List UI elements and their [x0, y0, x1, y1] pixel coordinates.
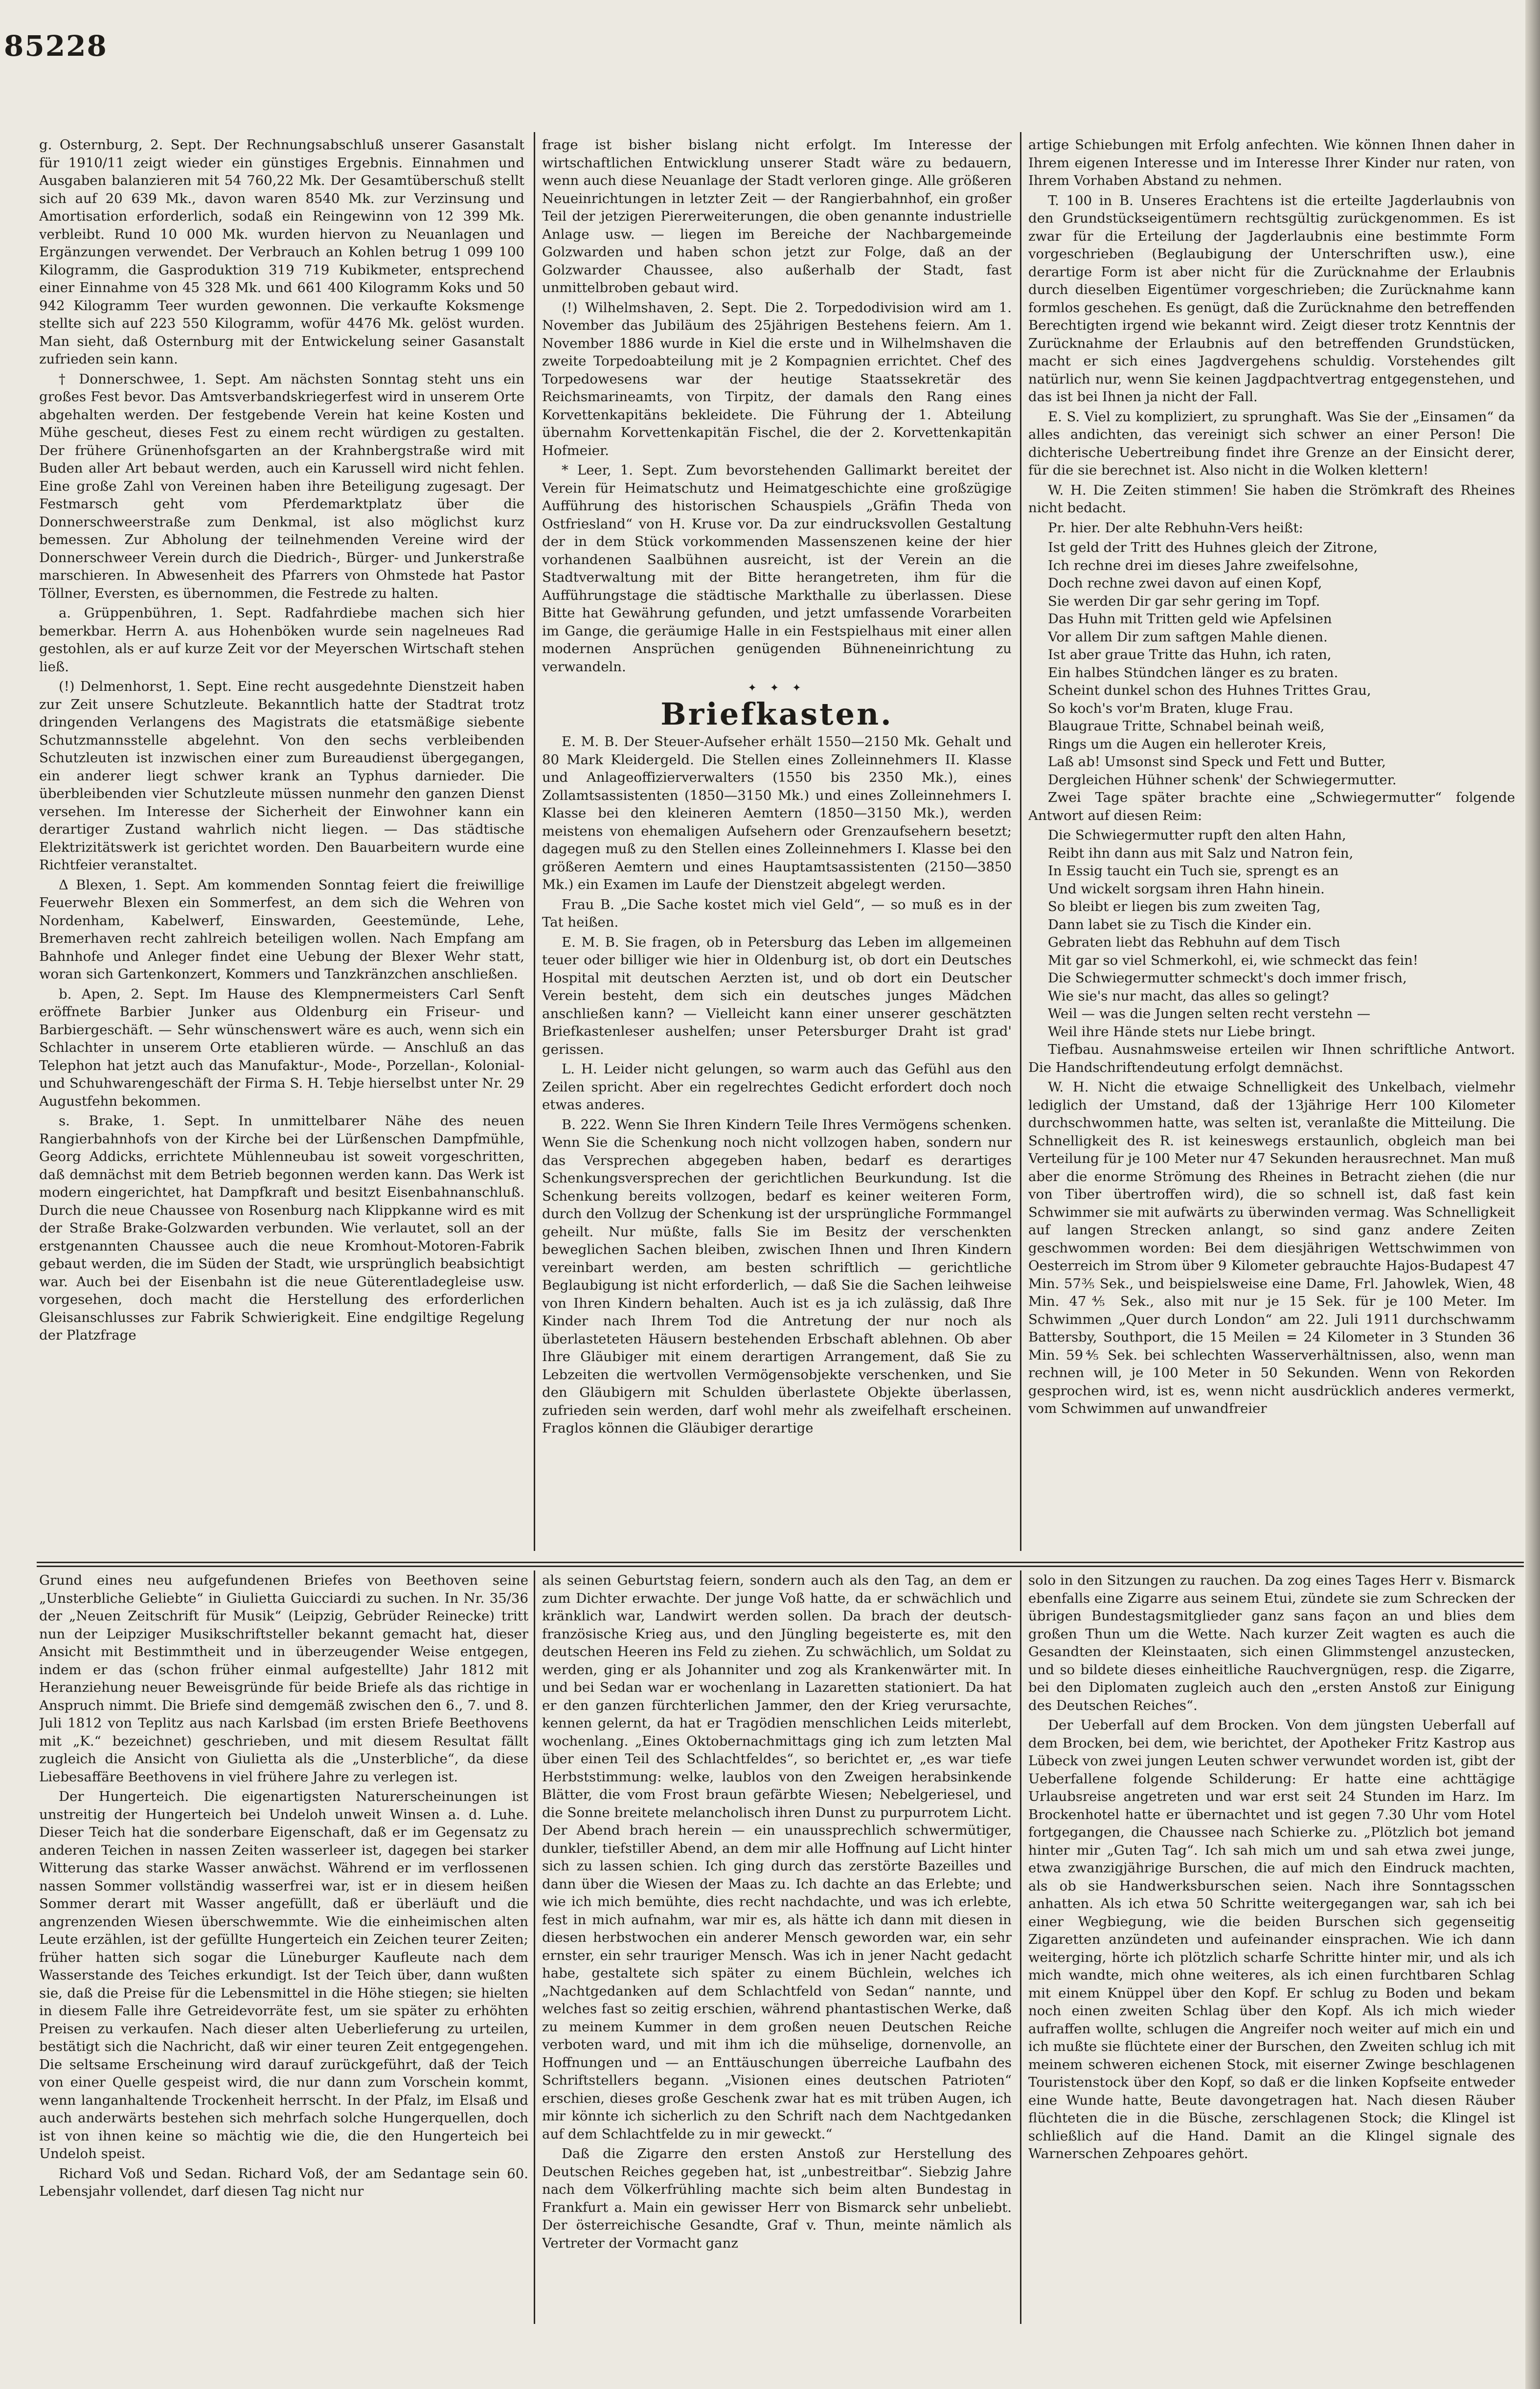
- poem-line: Die Schwiegermutter rupft den alten Hahn,: [1048, 827, 1346, 843]
- article-blexen: Δ Blexen, 1. Sept. Am kommenden Sonntag feiert die freiwillige Feuerwehr Blexen ein Sommerfest, an dem sich die Wehren von Nordenham, Kabelwerf, Einswarden, Geestemünde, Lehe, Bremerhaven recht zahlreich beteiligen wollen. Nach Empfang am Bahnhofe und Anleger findet eine Uebung der Blexer Wehr statt, woran sich Gartenkonzert, Kommers und Tanzkränzchen anschließen.: [39, 877, 524, 982]
- article-voss-continued: als seinen Geburtstag feiern, sondern auch als den Tag, an dem er zum Dichter erwachte. Der junge Voß hatte, da er schwächlich und kränklich war, Landwirt werden sollen. Da brach der deutsch-französische Krieg aus, und den Jüngling begeisterte es, mit den deutschen Heeren ins Feld zu ziehen. Zu schwächlich, um Soldat zu werden, ging er als Johanniter und zog als Krankenwärter mit. In und bei Sedan war er wochenlang in Lazaretten stationiert. Da hat er den ganzen fürchterlichen Jammer, den der Krieg verursachte, kennen gelernt, da hat er Tragödien menschlichen Leids miterlebt, wochenlang. „Eines Oktobernachmittags ging ich zum letzten Mal über einen Teil des Schlachtfeldes“, so berichtet er, „es war tiefe Herbststimmung: welke, laublos von den Zweigen herabsinkende Blätter, die vom Frost braun gefärbte Wiesen; Nebelgeriesel, und die Sonne breitete melancholisch ihren Dunst zu purpurrotem Licht. Der Abend brach herein — ein unaussprechlich schwermütiger, dunkler, tiefstiller Abend, an dem mir alle Hoffnung auf Licht hinter sich zu lassen schien. Ich ging durch das zerstörte Bazeilles und dann über die Wiesen der Maas zu. Ich dachte an das Erlebte; und wie ich mich bemühte, dies recht nachdachte, und was ich erlebte, fest in mich aufnahm, war mir es, als hätte ich dann mit diesen in diesen herbstwochen ein anderer Mensch geworden war, ein sehr ernster, ein sehr trauriger Mensch. Was ich in jener Nacht gedacht habe, gestaltete sich später zu einem Büchlein, welches ich „Nachtgedanken auf dem Schlachtfeld von Sedan“ nannte, und welches fast so zeitig erschien, während phantastischen Werke, daß zu meinem Kummer in dem großen neuen Deutschen Reiche verboten ward, und mit ihm ich die mühselige, dornenvolle, an Hoffnungen und — an Enttäuschungen überreiche Laufbahn des Schriftstellers begann. „Visionen eines deutschen Patrioten“ erschien, dieses große Geschenk zwar hat es mit trüben Augen, ich mir könnte ich sicherlich zu den Schrift nach dem Nachtgedanken auf dem Schlachtfelde zu in mir geweckt.“: [542, 1572, 1012, 2142]
- poem-line: Die Schwiegermutter schmeckt's doch immer frisch,: [1048, 970, 1407, 986]
- briefkasten-item: L. H. Leider nicht gelungen, so warm auch das Gefühl aus den Zeilen spricht. Aber ein regelrechtes Gedicht erfordert doch noch etwas anderes.: [542, 1061, 1012, 1113]
- poem-line: Reibt ihn dann aus mit Salz und Natron fein,: [1048, 845, 1354, 861]
- poem-intro: Zwei Tage später brachte eine „Schwiegermutter“ folgende Antwort auf diesen Reim:: [1028, 790, 1515, 823]
- page-number: 85228: [4, 29, 108, 63]
- article-voss-sedan: Richard Voß und Sedan. Richard Voß, der am Sedantage sein 60. Lebensjahr vollendet, darf diesen Tag nicht nur: [39, 2165, 528, 2199]
- briefkasten-item: W. H. Die Zeiten stimmen! Sie haben die Strömkraft des Rheines nicht bedacht.: [1028, 482, 1515, 516]
- poem-line: Dergleichen Hühner schenk' der Schwiegermutter.: [1048, 772, 1397, 788]
- article-leer: * Leer, 1. Sept. Zum bevorstehenden Gallimarkt bereitet der Verein für Heimatschutz und Heimatgeschichte eine großzügige Aufführung des historischen Schauspiels „Gräfin Theda von Ostfriesland“ von H. Kruse vor. Da zur eindrucksvollen Gestaltung der in dem Stück vorkommenden Massenszenen keine der hier vorhandenen Saalbühnen ausreicht, ist der Verein an die Stadtverwaltung mit der Bitte herangetreten, ihm für die Aufführungstage die städtische Markthalle zu überlassen. Diese Bitte hat Gewährung gefunden, und jetzt umfassende Vorarbeiten im Gange, die geräumige Halle in ein Festspielhaus mit einer allen modernen Ansprüchen genügenden Bühneneinrichtung zu verwandeln.: [542, 462, 1012, 675]
- poem-line: Wie sie's nur macht, das alles so gelingt?: [1048, 988, 1329, 1004]
- article-brake-continued: frage ist bisher bislang nicht erfolgt. Im Interesse der wirtschaftlichen Entwicklung unserer Stadt wäre zu bedauern, wenn auch diese Neuanlage der Stadt verloren ginge. Alle größeren Neueinrichtungen in letzter Zeit — der Rangierbahnhof, ein großer Teil der jetzigen Piererweiterungen, die oben genannte industrielle Anlage usw. — liegen im Bereiche der Nachbargemeinde Golzwarden und haben schon jetzt zur Folge, daß an der Golzwarder Chaussee, also außerhalb der Stadt, fast unmittelbroben gebaut wird.: [542, 137, 1012, 296]
- column-1: [39, 136, 524, 1556]
- section-rule: [37, 1562, 1524, 1563]
- briefkasten-continued: artige Schiebungen mit Erfolg anfechten. Wie können Ihnen daher in Ihrem eigenen Interesse und im Interesse Ihrer Kinder nur raten, von Ihrem Vorhaben Abstand zu nehmen.: [1028, 137, 1515, 188]
- feuilleton-column-1: [39, 1571, 528, 2325]
- poem-line: So koch's vor'm Braten, kluge Frau.: [1048, 700, 1293, 716]
- poem-rebhuhn: [1028, 539, 1515, 789]
- scan-edge: [1525, 0, 1540, 2389]
- column-divider: [534, 132, 535, 1551]
- article-apen: b. Apen, 2. Sept. Im Hause des Klempnermeisters Carl Senft eröffnete Barbier Junker aus Oldenburg ein Friseur- und Barbiergeschäft. — Sehr wünschenswert wäre es auch, wenn sich ein Schlachter in unserem Orte etablieren würde. — Anschluß an das Telephon hat jetzt auch das Manufaktur-, Mode-, Porzellan-, Kolonial- und Schuhwarengeschäft der Firma S. H. Tebje hierselbst unter Nr. 29 Augustfehn bekommen.: [39, 986, 524, 1109]
- poem-line: Laß ab! Umsonst sind Speck und Fett und Butter,: [1048, 754, 1386, 770]
- briefkasten-item: Tiefbau. Ausnahmsweise erteilen wir Ihnen schriftliche Antwort. Die Handschriftendeutung erfolgt demnächst.: [1028, 1042, 1515, 1075]
- poem-line: Doch rechne zwei davon auf einen Kopf,: [1048, 575, 1322, 591]
- column-divider: [1020, 132, 1021, 1551]
- article-donnerschwee: † Donnerschwee, 1. Sept. Am nächsten Sonntag steht uns ein großes Fest bevor. Das Amtsverbandskriegerfest wird in unserem Orte abgehalten werden. Der festgebende Verein hat keine Kosten und Mühe gescheut, dieses Fest zu einem recht würdigen zu gestalten. Der frühere Grünenhofsgarten an der Krahnbergstraße wird mit Buden aller Art bebaut werden, auch ein Karussell wird nicht fehlen. Eine große Zahl von Vereinen haben ihre Beteiligung zugesagt. Der Festmarsch geht vom Pferdemarktplatz über die Donnerschweerstraße zum Denkmal, ist also möglichst kurz bemessen. Zur Abholung der teilnehmenden Vereine wird der Donnerschweer Verein durch die Diedrich-, Bürger- und Junkerstraße marschieren. In Abwesenheit des Pfarrers von Ohmstede hat Pastor Töllner, Eversten, es übernommen, die Festrede zu halten.: [39, 371, 524, 601]
- section-divider: ✦ ✦ ✦: [747, 682, 806, 694]
- briefkasten-item: E. M. B. Sie fragen, ob in Petersburg das Leben im allgemeinen teuer oder billiger wie hier in Oldenburg ist, ob dort ein Deutsches Hospital mit deutschen Aerzten ist, und ob dort ein Deutscher Verein besteht, dem sich ein deutsches junges Mädchen anschließen kann? — Vielleicht kann einer unserer geschätzten Briefkastenleser aushelfen; unser Petersburger Draht ist grad' gerissen.: [542, 934, 1012, 1057]
- article-hungerteich: Der Hungerteich. Die eigenartigsten Naturerscheinungen ist unstreitig der Hungerteich bei Undeloh unweit Winsen a. d. Luhe. Dieser Teich hat die sonderbare Eigenschaft, daß er im Gegensatz zu anderen Teichen in nassen Zeiten wasserleer ist, dagegen bei starker Witterung das starke Wasser anwächst. Während er im verflossenen nassen Sommer vollständig wasserfrei war, ist er in diesem heißen Sommer derart mit Wasser angefüllt, daß er überläuft und die angrenzenden Wiesen überschwemmte. Wie die einheimischen alten Leute erzählen, ist der gefüllte Hungerteich ein Zeichen teurer Zeiten; früher hatten sich sogar die Lüneburger Kaufleute nach dem Wasserstande des Teiches erkundigt. Ist der Teich über, dann wußten sie, daß die Preise für die Lebensmittel in die Höhe stiegen; sie hielten in diesem Falle ihre Getreidevorräte fest, um sie später zu erhöhten Preisen zu verkaufen. Nach dieser alten Ueberlieferung zu urteilen, bestätigt sich die Nachricht, daß wir einer teuren Zeit entgegengehen. Die seltsame Erscheinung wird darauf zurückgeführt, daß der Teich von einer Quelle gespeist wird, die nur dann zum Vorschein kommt, wenn langanhaltende Trockenheit herrscht. In der Pfalz, im Elsaß und auch anderwärts bestehen sich mehrfach solche Hungerquellen, doch ist von ihnen keine so mächtig wie die, die den Hungerteich bei Undeloh speist.: [39, 1789, 528, 2161]
- article-osternburg: g. Osternburg, 2. Sept. Der Rechnungsabschluß unserer Gasanstalt für 1910/11 zeigt wieder ein günstiges Ergebnis. Einnahmen und Ausgaben balanzieren mit 54 760,22 Mk. Der Gesamtüberschuß stellt sich auf 20 639 Mk., davon waren 8540 Mk. zur Verzinsung und Amortisation erforderlich, sodaß ein Reingewinn von 12 399 Mk. verbleibt. Rund 10 000 Mk. wurden hiervon zu Neuanlagen und Ergänzungen verwendet. Der Verbrauch an Kohlen betrug 1 099 100 Kilogramm, die Gasproduktion 319 719 Kubikmeter, entsprechend einer Einnahme von 45 328 Mk. und 661 400 Kilogramm Koks und 50 942 Kilogramm Teer wurden gewonnen. Die verkaufte Koksmenge stellte sich auf 223 550 Kilogramm, wofür 4476 Mk. gelöst wurden. Man sieht, daß Osternburg mit der Entwickelung seiner Gasanstalt zufrieden sein kann.: [39, 137, 524, 367]
- poem-line: Ich rechne drei im dieses Jahre zweifelsohne,: [1048, 557, 1359, 573]
- briefkasten-item: W. H. Nicht die etwaige Schnelligkeit des Unkelbach, vielmehr lediglich der Umstand, daß der 13jährige Herr 100 Kilometer durchschwommen hatte, was selten ist, veranlaßte die Mitteilung. Die Schnelligkeit des R. ist keineswegs erstaunlich, obgleich man bei Verteilung für je 100 Meter nur 47 Sekunden herausrechnet. Man muß aber die enorme Strömung des Rheines in Betracht ziehen (die nur von Tiber übertroffen wird), die so schnell ist, daß fast kein Schwimmer sie mit aufwärts zu überwinden vermag. Was Schnelligkeit auf langen Strecken anlangt, so sind ganz andere Zeiten geschwommen worden: Bei dem diesjährigen Wettschwimmen von Oesterreich im Strom über 9 Kilometer gebrauchte Hajos-Budapest 47 Min. 57⅗ Sek., und beispielsweise eine Dame, Frl. Jahowlek, Wien, 48 Min. 47⅘ Sek., also mit nur je 15 Sek. für je 100 Meter. Im Schwimmen „Quer durch London“ am 22. Juli 1911 durchschwamm Battersby, Southport, die 15 Meilen = 24 Kilometer in 3 Stunden 36 Min. 59⅘ Sek. bei schlechten Wasserverhältnissen, also, wenn man rechnen will, je 100 Meter in 50 Sekunden. Wenn von Rekorden gesprochen wird, ist es, wenn nicht ausdrücklich anderes vermerkt, vom Schwimmen auf unwandfreier: [1028, 1079, 1515, 1416]
- column-divider: [534, 1570, 535, 2324]
- poem-line: So bleibt er liegen bis zum zweiten Tag,: [1048, 899, 1321, 914]
- article-delmenhorst: (!) Delmenhorst, 1. Sept. Eine recht ausgedehnte Dienstzeit haben zur Zeit unsere Schutzleute. Bekanntlich hatte der Stadtrat trotz dringenden Verlangens des Magistrats die etatsmäßige siebente Schutzmannsstelle abgelehnt. Von den sechs verbleibenden Schutzleuten ist inzwischen einer zum Bureaudienst übergegangen, ein anderer liegt schwer krank an Typhus darnieder. Die überbleibenden vier Schutzleute müssen nunmehr den ganzen Dienst versehen. Im Interesse der Sicherheit der Einwohner kann ein derartiger Zustand wahrlich nicht liegen. — Das städtische Elektrizitätswerk ist gerichtet worden. Den Bauarbeitern wurde eine Richtfeier veranstaltet.: [39, 679, 524, 873]
- poem-line: Weil — was die Jungen selten recht verstehn —: [1048, 1006, 1371, 1022]
- poem-line: Ist aber graue Tritte das Huhn, ich raten,: [1048, 647, 1332, 662]
- poem-line: Weil ihre Hände stets nur Liebe bringt.: [1048, 1024, 1316, 1040]
- column-divider: [1020, 1570, 1021, 2324]
- poem-line: Das Huhn mit Tritten geld wie Apfelsinen: [1048, 611, 1332, 627]
- briefkasten-heading: Briefkasten.: [660, 696, 893, 732]
- article-zigarre: Daß die Zigarre den ersten Anstoß zur Herstellung des Deutschen Reiches gegeben hat, ist „unbestreitbar“. Siebzig Jahre nach dem Völkerfrühling machte sich beim alten Bundestag in Frankfurt a. Main ein gewisser Herr von Bismarck sehr unbeliebt. Der österreichische Gesandte, Graf v. Thun, meinte nämlich als Vertreter der Vormacht ganz: [542, 2146, 1012, 2251]
- article-beethoven: Grund eines neu aufgefundenen Briefes von Beethoven seine „Unsterbliche Geliebte“ in Giulietta Guicciardi zu suchen. In Nr. 35/36 der „Neuen Zeitschrift für Musik“ (Leipzig, Gebrüder Reinecke) tritt nun der Leipziger Musikschriftsteller bekannt gemacht hat, dieser Ansicht mit Bestimmtheit und in überzeugender Weise entgegen, indem er das (schon früher einmal aufgestellte) Jahr 1812 mit Heranziehung neuer Beweisgründe für beide Briefe als das richtige in Anspruch nimmt. Die Briefe sind demgemäß zwischen den 6., 7. und 8. Juli 1812 von Teplitz aus nach Karlsbad (im ersten Briefe Beethovens mit „K.“ bezeichnet) geschrieben, und mit diesem Resultat fällt zugleich die Ansicht von Giulietta als die „Unsterbliche“, da diese Liebesaffäre Beethovens in viel frühere Jahre zu verlegen ist.: [39, 1572, 528, 1785]
- poem-schwiegermutter: [1028, 826, 1515, 1041]
- column-2: [542, 136, 1012, 1556]
- poem-line: Dann labet sie zu Tisch die Kinder ein.: [1048, 916, 1312, 933]
- article-wilhelmshaven: (!) Wilhelmshaven, 2. Sept. Die 2. Torpedodivision wird am 1. November das Jubiläum des 25jährigen Bestehens feiern. Am 1. November 1886 wurde in Kiel die erste und in Wilhelmshaven die zweite Torpedoabteilung mit je 2 Kompagnien errichtet. Chef des Torpedowesens war der heutige Staatssekretär des Reichsmarineamts, von Tirpitz, der damals den Rang eines Korvettenkapitäns bekleidete. Die Führung der 1. Abteilung übernahm Korvettenkapitän Fischel, die der 2. Korvettenkapitän Hofmeier.: [542, 299, 1012, 458]
- briefkasten-item: Frau B. „Die Sache kostet mich viel Geld“, — so muß es in der Tat heißen.: [542, 896, 1012, 930]
- poem-line: Scheint dunkel schon des Huhnes Trittes Grau,: [1048, 683, 1371, 698]
- briefkasten-item: E. M. B. Der Steuer-Aufseher erhält 1550—2150 Mk. Gehalt und 80 Mark Kleidergeld. Die Stellen eines Zolleinnehmers II. Klasse und Anlageoffizierverwalters (1550 bis 2350 Mk.), eines Zollamtsassistenten (1850—3150 Mk.) und eines Zolleinnehmers I. Klasse bei den kleineren Aemtern (1850—3150 Mk.), werden meistens von ehemaligen Aufsehern oder Grenzaufsehern besetzt; dagegen muß zu den Stellen eines Zolleinnehmers I. Klasse bei den größeren Aemtern und eines Hauptamtsassistenten (2150—3850 Mk.) ein Examen im Laufe der Dienstzeit abgelegt werden.: [542, 734, 1012, 892]
- poem-line: In Essig taucht ein Tuch sie, sprengt es an: [1048, 863, 1339, 879]
- feuilleton-column-3: [1028, 1571, 1515, 2325]
- poem-line: Sie werden Dir gar sehr gering im Topf.: [1048, 593, 1320, 609]
- article-brocken: Der Ueberfall auf dem Brocken. Von dem jüngsten Ueberfall auf dem Brocken, bei dem, wie berichtet, der Apotheker Fritz Kastrop aus Lübeck von zwei jungen Leuten schwer verwundet worden ist, gibt der Ueberfallene folgende Schilderung: Er hatte eine achttägige Urlaubsreise angetreten und war erst seit 24 Stunden im Harz. Im Brockenhotel hatte er übernachtet und ist gegen 7.30 Uhr vom Hotel fortgegangen, die Chaussee nach Schierke zu. „Plötzlich bot jemand hinter mir „Guten Tag“. Ich sah mich um und sah etwa zwei junge, etwa zwanzigjährige Burschen, die auf mich den Eindruck machten, als ob sie Handwerksburschen seien. Nach ihre Sonntagsschen anhatten. Als ich etwa 50 Schritte weitergegangen war, sah ich bei einer Wegbiegung, wie die beiden Burschen sich gegenseitig Zigaretten anzündeten und aufeinander einsprachen. Wie ich dann weiterging, hörte ich plötzlich scharfe Schritte hinter mir, und als ich mich wandte, mich ohne weiteres, als ich einen furchtbaren Schlag mit einem Knüppel über den Kopf. Er schlug zu Boden und bekam noch einen zweiten Schlag über den Kopf. Als ich mich wieder aufraffen wollte, schlugen die Angreifer noch weiter auf mich ein und ich mußte sie flüchtete einer der Burschen, den Zweiten schlug ich mit meinem schweren eichenen Stock, mit eiserner Zwinge beschlagenen Touristenstock über den Kopf, so daß er die linken Kopfseite entweder eine Wunde hatte, Beute davongetragen hat. Nach diesen Räuber flüchteten die in die Büsche, zerschlagenen Stock; die Klingel ist schließlich auf die Hand. Damit an die Klingel signale des Warnerschen Zehpoares gehört.: [1028, 1717, 1515, 2161]
- article-grueppenbuehren: a. Grüppenbühren, 1. Sept. Radfahrdiebe machen sich hier bemerkbar. Herrn A. aus Hohenböken wurde sein nagelneues Rad gestohlen, als er auf kurze Zeit vor der Meyerschen Wirtschaft stehen ließ.: [39, 605, 524, 675]
- briefkasten-item: E. S. Viel zu kompliziert, zu sprunghaft. Was Sie der „Einsamen“ da alles andichten, das vereinigt sich schwer an einer Person! Die dichterische Uebertreibung findet ihre Grenze an der Einsicht derer, für die sie berechnet ist. Also nicht in die Wolken klettern!: [1028, 409, 1515, 478]
- feuilleton-column-2: [542, 1571, 1012, 2325]
- briefkasten-item: T. 100 in B. Unseres Erachtens ist die erteilte Jagderlaubnis von den Grundstückseigentümern rechtsgültig zurückgenommen. Es ist zwar für die Erteilung der Jagderlaubnis eine bestimmte Form vorgeschrieben (Beglaubigung der Unterschriften usw.), eine derartige Form ist aber nicht für die Zurücknahme der Erlaubnis durch dieselben Eigentümer vorgeschrieben; die Zurücknahme kann formlos geschehen. Es genügt, daß die Zurücknahme den betreffenden Berechtigten irgend wie bekannt wird. Zeigt dieser trotz Kenntnis der Zurücknahme der Erlaubnis auf den betreffenden Grundstücken, macht er sich eines Jagdvergehens schuldig. Vorstehendes gilt natürlich nur, wenn Sie keinen Jagdpachtvertrag entgegenstehen, und das ist bei Ihnen ja nicht der Fall.: [1028, 192, 1515, 405]
- article-zigarre-continued: solo in den Sitzungen zu rauchen. Da zog eines Tages Herr v. Bismarck ebenfalls eine Zigarre aus seinem Etui, zündete sie zum Schrecken der übrigen Bundestagsmitglieder ganz sans façon an und blies dem großen Thun um die Wette. Nach kurzer Zeit wagten es auch die Gesandten der Kleinstaaten, sich einen Glimmstengel anzustecken, und so bildete dieses einheitliche Rauchvergnügen, resp. die Zigarre, bei den Diplomaten zugleich auch den „ersten Anstoß zur Einigung des Deutschen Reiches“.: [1028, 1572, 1515, 1713]
- briefkasten-item: B. 222. Wenn Sie Ihren Kindern Teile Ihres Vermögens schenken. Wenn Sie die Schenkung noch nicht vollzogen haben, sondern nur das Versprechen abgegeben haben, bedarf es derartiges Schenkungsversprechen der gerichtlichen Beurkundung. Ist die Schenkung bereits vollzogen, bedarf es keiner weiteren Form, durch den Vollzug der Schenkung ist der ursprüngliche Formmangel geheilt. Nur müßte, falls Sie im Besitz der verschenkten beweglichen Sachen bleiben, zwischen Ihnen und Ihren Kindern vereinbart werden, am besten schriftlich — gerichtliche Beglaubigung ist nicht erforderlich, — daß Sie die Sachen leihweise von Ihren Kindern behalten. Auch ist es ja ich zulässig, daß Ihre Kinder nach Ihrem Tod die Antretung der nur noch als überlasteteten Häusern bestehenden Erbschaft ablehnen. Ob aber Ihre Gläubiger mit einem derartigen Arrangement, daß Sie zu Lebzeiten die wertvollen Vermögensobjekte verschenken, und Sie den Gläubigern mit Schulden überlastete Objekte überlassen, zufrieden sein werden, darf wohl mehr als zweifelhaft erscheinen. Fraglos können die Gläubiger derartige: [542, 1116, 1012, 1436]
- poem-line: Vor allem Dir zum saftgen Mahle dienen.: [1048, 629, 1328, 645]
- poem-line: Blaugraue Tritte, Schnabel beinah weiß,: [1048, 718, 1325, 734]
- poem-line: Gebraten liebt das Rebhuhn auf dem Tisch: [1048, 934, 1340, 950]
- briefkasten-item: Pr. hier. Der alte Rebhuhn-Vers heißt:: [1048, 520, 1303, 536]
- poem-line: Ein halbes Stündchen länger es zu braten.: [1048, 664, 1338, 681]
- poem-line: Und wickelt sorgsam ihren Hahn hinein.: [1048, 881, 1325, 897]
- poem-line: Rings um die Augen ein helleroter Kreis,: [1048, 736, 1327, 752]
- poem-line: Ist geld der Tritt des Huhnes gleich der Zitrone,: [1048, 540, 1378, 555]
- section-rule: [37, 1566, 1524, 1567]
- article-brake: s. Brake, 1. Sept. In unmittelbarer Nähe des neuen Rangierbahnhofs von der Kirche bei der Lürßenschen Dampfmühle, Georg Addicks, errichtete Mühlenneubau ist soweit vorgeschritten, daß demnächst mit dem Betrieb begonnen werden kann. Das Werk ist modern eingerichtet, hat Dampfkraft und besitzt Eisenbahnanschluß. Durch die neue Chaussee von Rosenburg nach Klippkanne wird es mit der Straße Brake-Golzwarden verbunden. Wie verlautet, soll an der erstgenannten Chaussee auch die neue Kromhout-Motoren-Fabrik gebaut werden, die im Süden der Stadt, wie ursprünglich beabsichtigt war. Auch bei der Eisenbahn ist die neue Güterentladegleise usw. vorgesehen, doch macht die Herstellung des erforderlichen Gleisanschlusses zur Fabrik Schwierigkeit. Eine endgiltige Regelung der Platzfrage: [39, 1113, 524, 1343]
- column-3: [1028, 136, 1515, 1556]
- poem-line: Mit gar so viel Schmerkohl, ei, wie schmeckt das fein!: [1048, 952, 1419, 968]
